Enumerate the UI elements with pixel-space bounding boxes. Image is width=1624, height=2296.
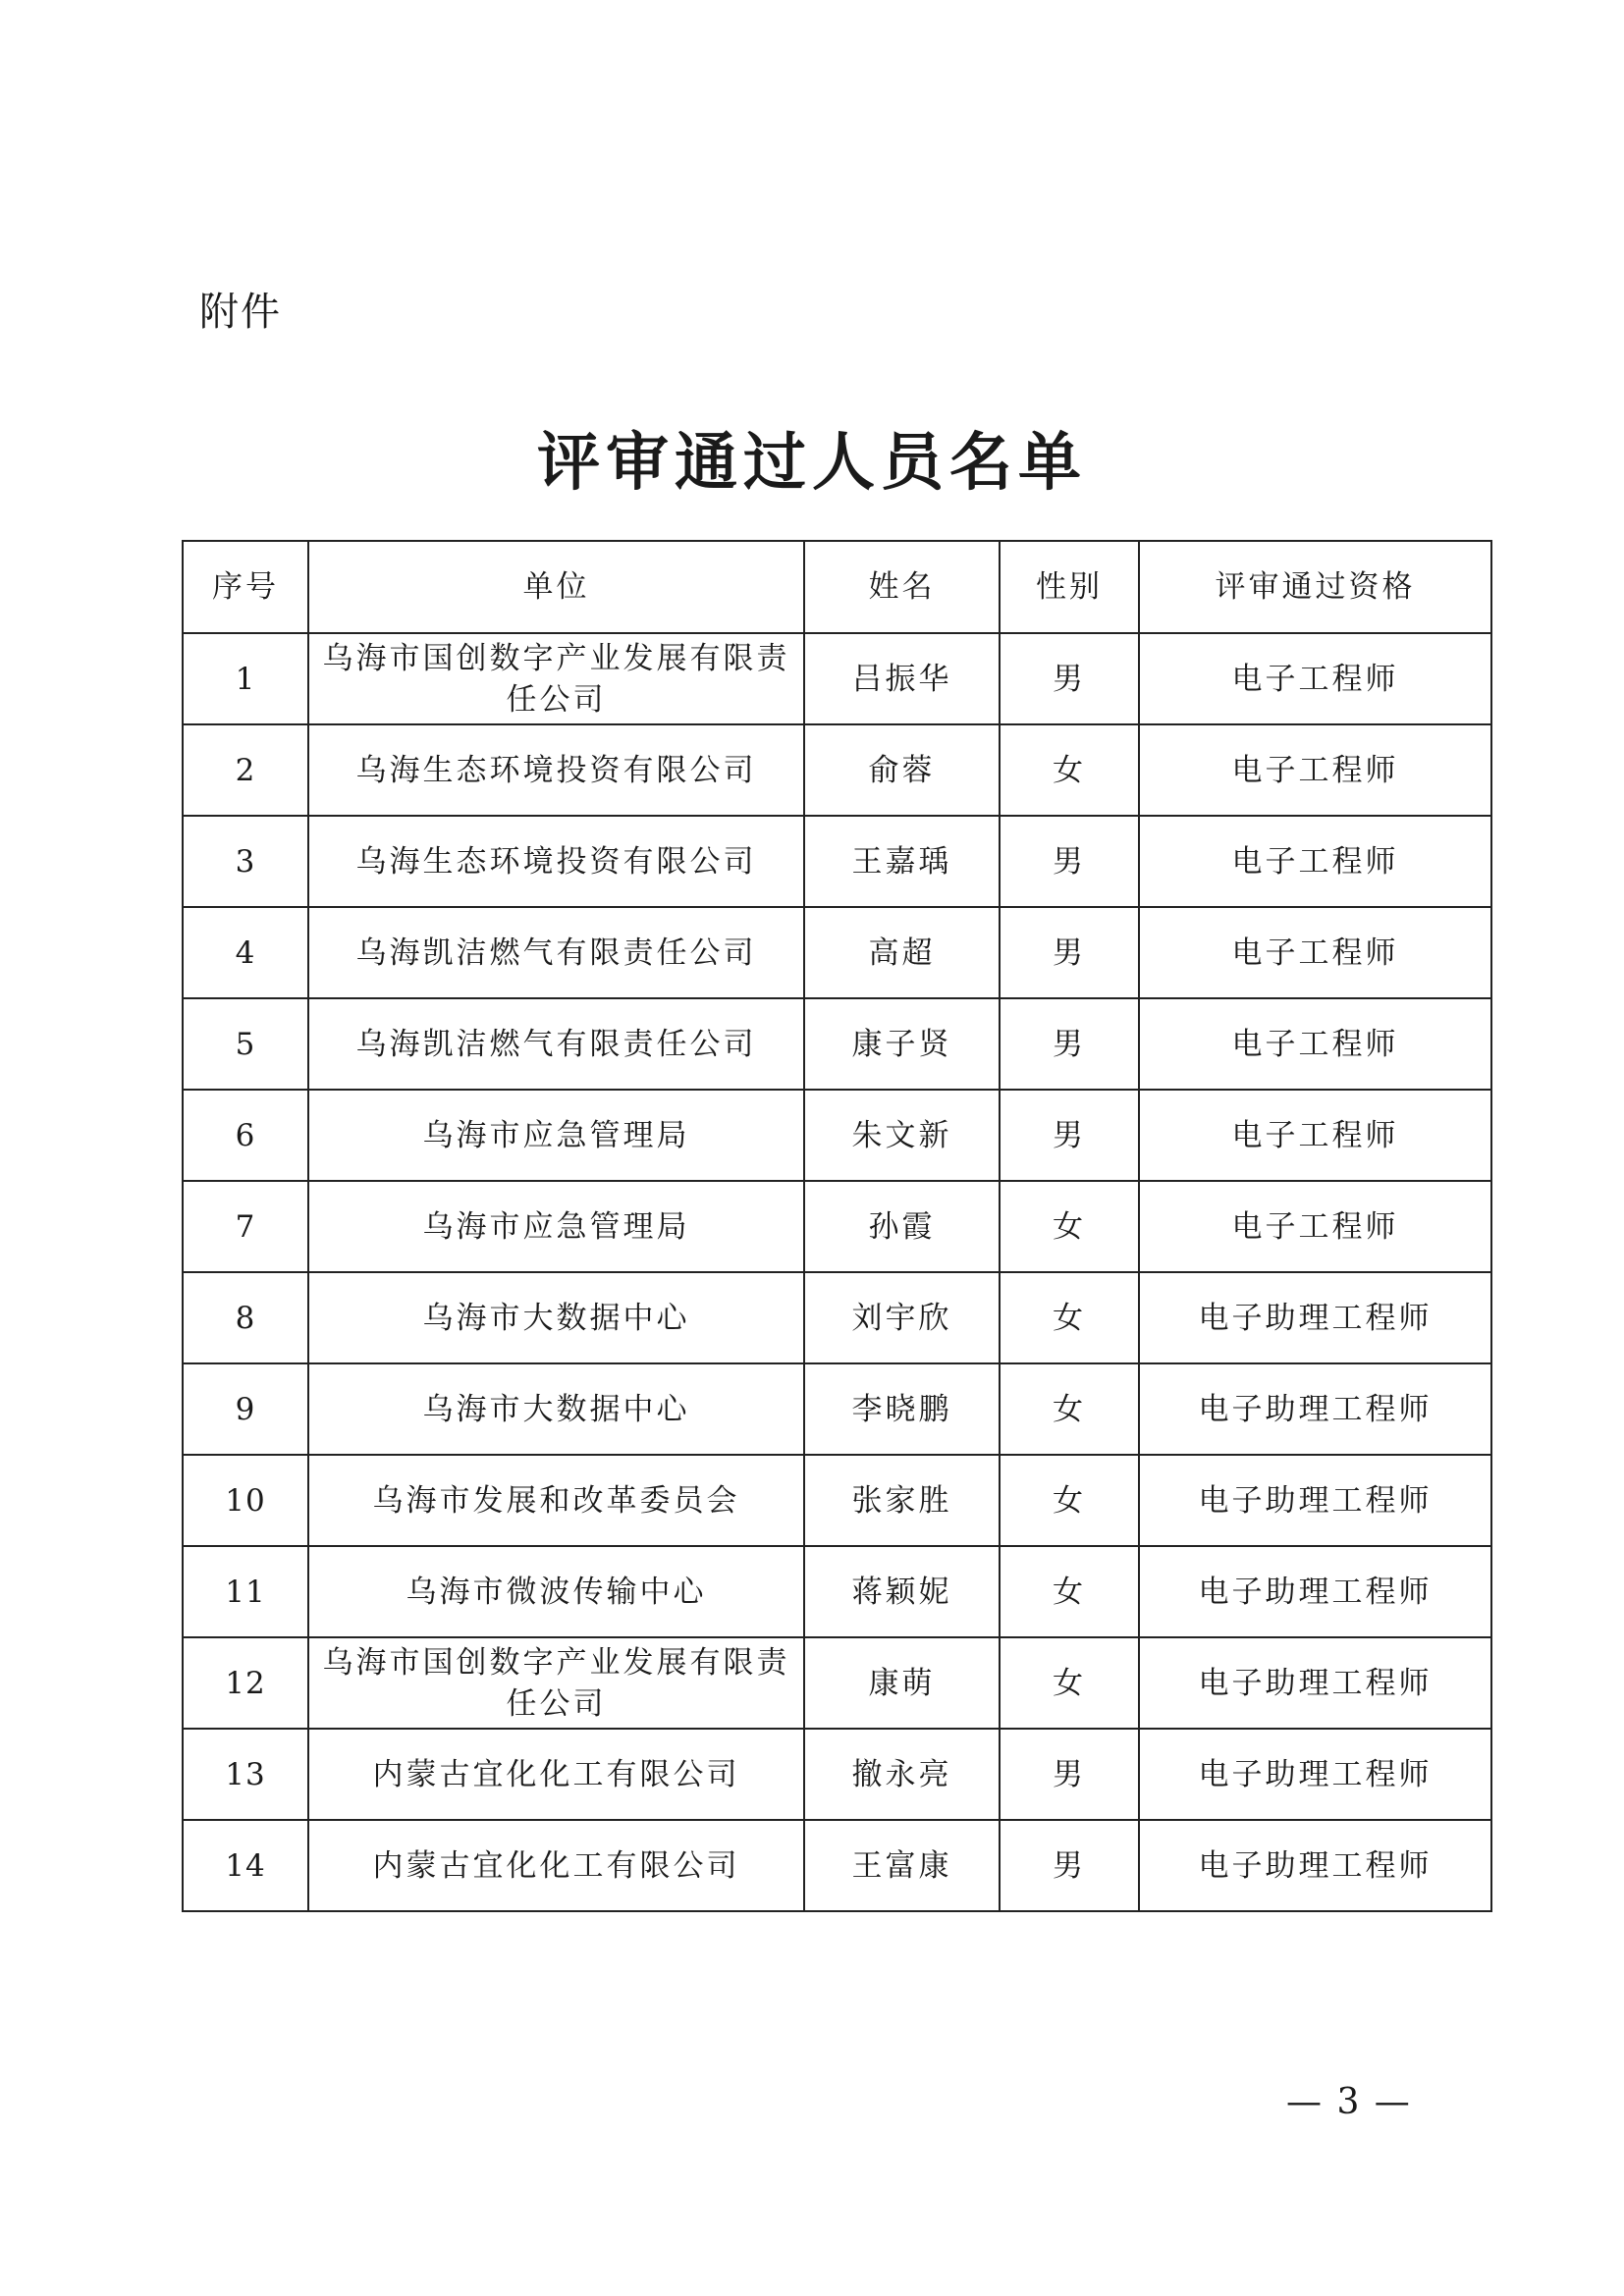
- table-row: [183, 1090, 1491, 1181]
- cell-unit: 乌海市微波传输中心: [308, 1546, 804, 1637]
- cell-qualification: 电子助理工程师: [1139, 1272, 1491, 1363]
- cell-qualification: 电子助理工程师: [1139, 1455, 1491, 1546]
- table-row: [183, 816, 1491, 907]
- cell-name: 朱文新: [804, 1090, 1000, 1181]
- cell-name: 王嘉瑀: [804, 816, 1000, 907]
- header-unit: 单位: [308, 541, 804, 633]
- cell-no: 13: [183, 1729, 308, 1820]
- cell-sex: 女: [1000, 1455, 1139, 1546]
- cell-unit: 乌海生态环境投资有限公司: [308, 724, 804, 816]
- cell-sex: 女: [1000, 1637, 1139, 1729]
- table-row: [183, 1820, 1491, 1911]
- table-row: [183, 998, 1491, 1090]
- cell-sex: 男: [1000, 907, 1139, 998]
- approved-personnel-table: [182, 540, 1492, 1912]
- cell-name: 康萌: [804, 1637, 1000, 1729]
- cell-name: 高超: [804, 907, 1000, 998]
- cell-sex: 男: [1000, 633, 1139, 724]
- cell-no: 14: [183, 1820, 308, 1911]
- cell-no: 5: [183, 998, 308, 1090]
- table-header-row: [183, 541, 1491, 633]
- header-no: 序号: [183, 541, 308, 633]
- cell-name: 俞蓉: [804, 724, 1000, 816]
- cell-no: 9: [183, 1363, 308, 1455]
- cell-no: 3: [183, 816, 308, 907]
- cell-no: 2: [183, 724, 308, 816]
- cell-qualification: 电子助理工程师: [1139, 1729, 1491, 1820]
- cell-qualification: 电子助理工程师: [1139, 1820, 1491, 1911]
- table-row: [183, 1546, 1491, 1637]
- cell-qualification: 电子工程师: [1139, 724, 1491, 816]
- cell-unit: 乌海市国创数字产业发展有限责任公司: [308, 1637, 804, 1729]
- table-row: [183, 1637, 1491, 1729]
- cell-name: 蒋颖妮: [804, 1546, 1000, 1637]
- cell-no: 12: [183, 1637, 308, 1729]
- attachment-label: 附件: [199, 290, 282, 335]
- cell-sex: 女: [1000, 724, 1139, 816]
- cell-sex: 女: [1000, 1546, 1139, 1637]
- cell-sex: 女: [1000, 1363, 1139, 1455]
- cell-name: 撤永亮: [804, 1729, 1000, 1820]
- cell-no: 1: [183, 633, 308, 724]
- header-name: 姓名: [804, 541, 1000, 633]
- cell-qualification: 电子助理工程师: [1139, 1637, 1491, 1729]
- table-row: [183, 1181, 1491, 1272]
- table-row: [183, 1272, 1491, 1363]
- cell-unit: 内蒙古宜化化工有限公司: [308, 1729, 804, 1820]
- page-number: — 3 —: [1286, 2082, 1412, 2122]
- cell-no: 4: [183, 907, 308, 998]
- cell-no: 6: [183, 1090, 308, 1181]
- cell-unit: 乌海凯洁燃气有限责任公司: [308, 998, 804, 1090]
- cell-qualification: 电子工程师: [1139, 633, 1491, 724]
- table-row: [183, 1729, 1491, 1820]
- cell-unit: 乌海市国创数字产业发展有限责任公司: [308, 633, 804, 724]
- cell-name: 吕振华: [804, 633, 1000, 724]
- cell-sex: 女: [1000, 1181, 1139, 1272]
- cell-qualification: 电子助理工程师: [1139, 1546, 1491, 1637]
- cell-unit: 乌海市应急管理局: [308, 1181, 804, 1272]
- table-row: [183, 907, 1491, 998]
- table-row: [183, 1455, 1491, 1546]
- header-sex: 性别: [1000, 541, 1139, 633]
- cell-name: 刘宇欣: [804, 1272, 1000, 1363]
- cell-sex: 男: [1000, 1820, 1139, 1911]
- cell-qualification: 电子助理工程师: [1139, 1363, 1491, 1455]
- cell-sex: 男: [1000, 998, 1139, 1090]
- cell-qualification: 电子工程师: [1139, 816, 1491, 907]
- cell-unit: 乌海凯洁燃气有限责任公司: [308, 907, 804, 998]
- cell-no: 11: [183, 1546, 308, 1637]
- header-qualification: 评审通过资格: [1139, 541, 1491, 633]
- document-title: 评审通过人员名单: [537, 426, 1087, 500]
- cell-sex: 男: [1000, 1729, 1139, 1820]
- cell-qualification: 电子工程师: [1139, 1181, 1491, 1272]
- cell-unit: 乌海生态环境投资有限公司: [308, 816, 804, 907]
- cell-no: 10: [183, 1455, 308, 1546]
- cell-no: 8: [183, 1272, 308, 1363]
- cell-name: 李晓鹏: [804, 1363, 1000, 1455]
- cell-qualification: 电子工程师: [1139, 1090, 1491, 1181]
- cell-qualification: 电子工程师: [1139, 907, 1491, 998]
- cell-unit: 内蒙古宜化化工有限公司: [308, 1820, 804, 1911]
- cell-sex: 男: [1000, 816, 1139, 907]
- cell-unit: 乌海市大数据中心: [308, 1363, 804, 1455]
- cell-qualification: 电子工程师: [1139, 998, 1491, 1090]
- table-body: [183, 633, 1491, 1911]
- cell-unit: 乌海市大数据中心: [308, 1272, 804, 1363]
- table-row: [183, 633, 1491, 724]
- cell-sex: 女: [1000, 1272, 1139, 1363]
- cell-sex: 男: [1000, 1090, 1139, 1181]
- table-row: [183, 1363, 1491, 1455]
- cell-name: 王富康: [804, 1820, 1000, 1911]
- cell-no: 7: [183, 1181, 308, 1272]
- cell-name: 孙霞: [804, 1181, 1000, 1272]
- cell-unit: 乌海市发展和改革委员会: [308, 1455, 804, 1546]
- cell-name: 康子贤: [804, 998, 1000, 1090]
- table-row: [183, 724, 1491, 816]
- cell-unit: 乌海市应急管理局: [308, 1090, 804, 1181]
- cell-name: 张家胜: [804, 1455, 1000, 1546]
